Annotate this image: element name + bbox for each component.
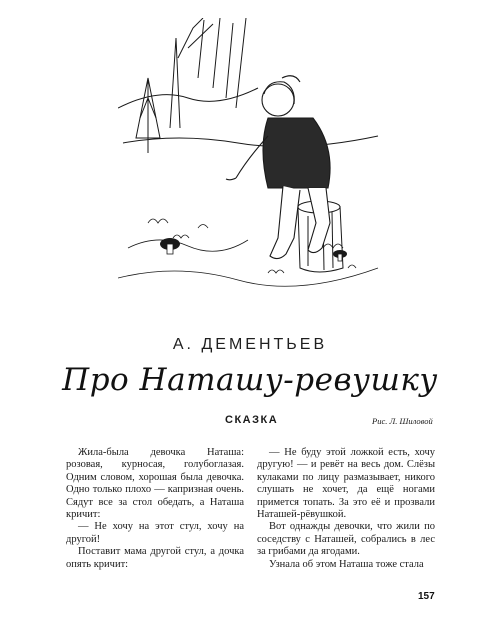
paragraph: — Не буду этой ложкой есть, хочу другую! — и ревёт на весь дом. Слёзы кулаками по лицу размазывает, никого слушать не хочет, да ещё ногами примется топать. За это её и прозвали Наташей-рёвушкой. xyxy=(257,447,435,521)
text-column-left xyxy=(66,447,244,571)
illustration-background-trees xyxy=(118,18,378,153)
story-illustration xyxy=(118,18,388,303)
illustration-girl xyxy=(226,76,330,259)
genre-label: СКАЗКА xyxy=(225,414,279,426)
author-name: А. ДЕМЕНТЬЕВ xyxy=(172,336,328,353)
paragraph: Жила-была девочка Наташа: розовая, курносая, голубоглазая. Одним словом, хорошая была девочка. Одно только плохо — капризная очень. Сядут все за стол обедать, а Наташа кричит: xyxy=(66,447,244,521)
illustrator-credit: Рис. Л. Шиловой xyxy=(372,416,433,426)
text-column-right xyxy=(257,447,435,571)
paragraph: — Не хочу на этот стул, хочу на другой! xyxy=(66,521,244,545)
paragraph: Вот однажды девочки, что жили по соседству с Наташей, собрались в лес за грибами да ягодами. xyxy=(257,521,435,558)
paragraph: Поставит мама другой стул, а дочка опять кричит: xyxy=(66,546,244,570)
story-title: Про Наташу-ревушку xyxy=(62,362,438,398)
page-number: 157 xyxy=(418,591,435,602)
paragraph: Узнала об этом Наташа тоже стала xyxy=(269,558,424,570)
